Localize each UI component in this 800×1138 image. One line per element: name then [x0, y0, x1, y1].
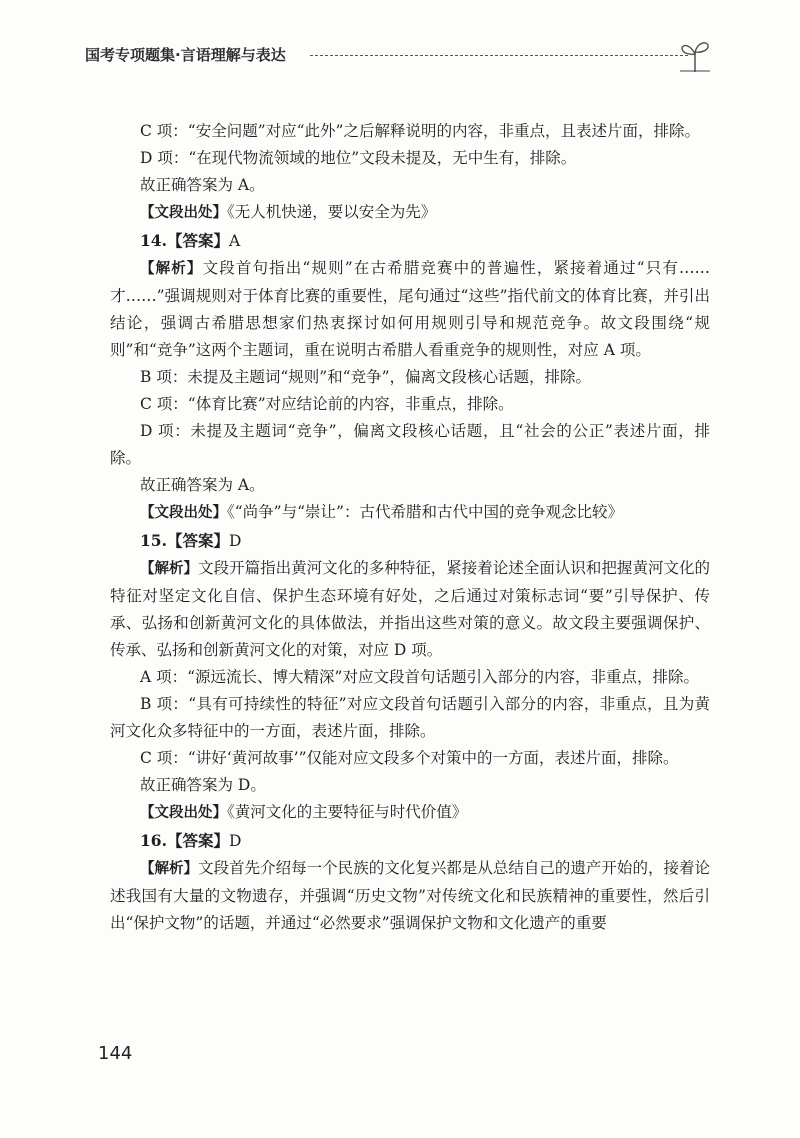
analysis-16: 【解析】文段首先介绍每一个民族的文化复兴都是从总结自己的遗产开始的，接着论述我国有大量的文物遗存，并强调“历史文物”对传统文化和民族精神的重要性，然后引出“保护文物”的话题，并通过“必然要求”强调保护文物和文化遗产的重要: [110, 859, 710, 932]
analysis-14: 【解析】文段首句指出“规则”在古希腊竞赛中的普遍性，紧接着通过“只有……才……”强调规则对于体育比赛的重要性，尾句通过“这些”指代前文的体育比赛，并引出结论，强调古希腊思想家们热衷探讨如何用规则引导和规范竞争。故文段围绕“规则”和“竞争”这两个主题词，重在说明古希腊人看重竞争的规则性，对应 A 项。: [110, 259, 711, 359]
option-a-note: A 项：“源远流长、博大精深”对应文段首句话题引入部分的内容，非重点，排除。: [140, 668, 699, 686]
header-title: 国考专项题集·言语理解与表达: [85, 46, 286, 64]
source-line: 【文段出处】《无人机快递，要以安全为先》: [140, 203, 437, 221]
source-line: 【文段出处】《黄河文化的主要特征与时代价值》: [140, 803, 468, 821]
answer-15: 15.【答案】D: [140, 531, 242, 550]
answer-14: 14.【答案】A: [140, 231, 241, 250]
conclusion: 故正确答案为 D。: [140, 776, 266, 794]
option-c-note: C 项：“讲好‘黄河故事’”仅能对应文段多个对策中的一方面，表述片面，排除。: [140, 749, 679, 767]
header-rule: [310, 55, 688, 56]
option-b-note: B 项：未提及主题词“规则”和“竞争”，偏离文段核心话题，排除。: [140, 368, 592, 386]
option-d-note: D 项：“在现代物流领域的地位”文段未提及，无中生有，排除。: [140, 149, 577, 167]
option-d-note: D 项：未提及主题词“竞争”，偏离文段核心话题，且“社会的公正”表述片面，排除。: [110, 422, 710, 467]
analysis-15: 【解析】文段开篇指出黄河文化的多种特征，紧接着论述全面认识和把握黄河文化的特征对坚定文化自信、保护生态环境有好处，之后通过对策标志词“要”引导保护、传承、弘扬和创新黄河文化的具体做法，并指出这些对策的意义。故文段主要强调保护、传承、弘扬和创新黄河文化的对策，对应 D 项。: [110, 559, 710, 659]
conclusion: 故正确答案为 A。: [140, 176, 265, 194]
option-b-note: B 项：“具有可持续性的特征”对应文段首句话题引入部分的内容，非重点，且为黄河文化众多特征中的一方面，表述片面，排除。: [110, 695, 710, 740]
page-number: 144: [98, 1043, 133, 1064]
answer-explanations: [110, 118, 710, 937]
running-header: [85, 38, 710, 78]
option-c-note: C 项：“体育比赛”对应结论前的内容，非重点，排除。: [140, 395, 514, 413]
answer-16: 16.【答案】D: [140, 831, 242, 850]
conclusion: 故正确答案为 A。: [140, 476, 265, 494]
option-c-note: C 项：“安全问题”对应“此外”之后解释说明的内容，非重点，且表述片面，排除。: [140, 122, 700, 140]
source-line: 【文段出处】《“尚争”与“崇让”：古代希腊和古代中国的竞争观念比较》: [140, 503, 623, 521]
sprout-icon: [680, 38, 710, 72]
